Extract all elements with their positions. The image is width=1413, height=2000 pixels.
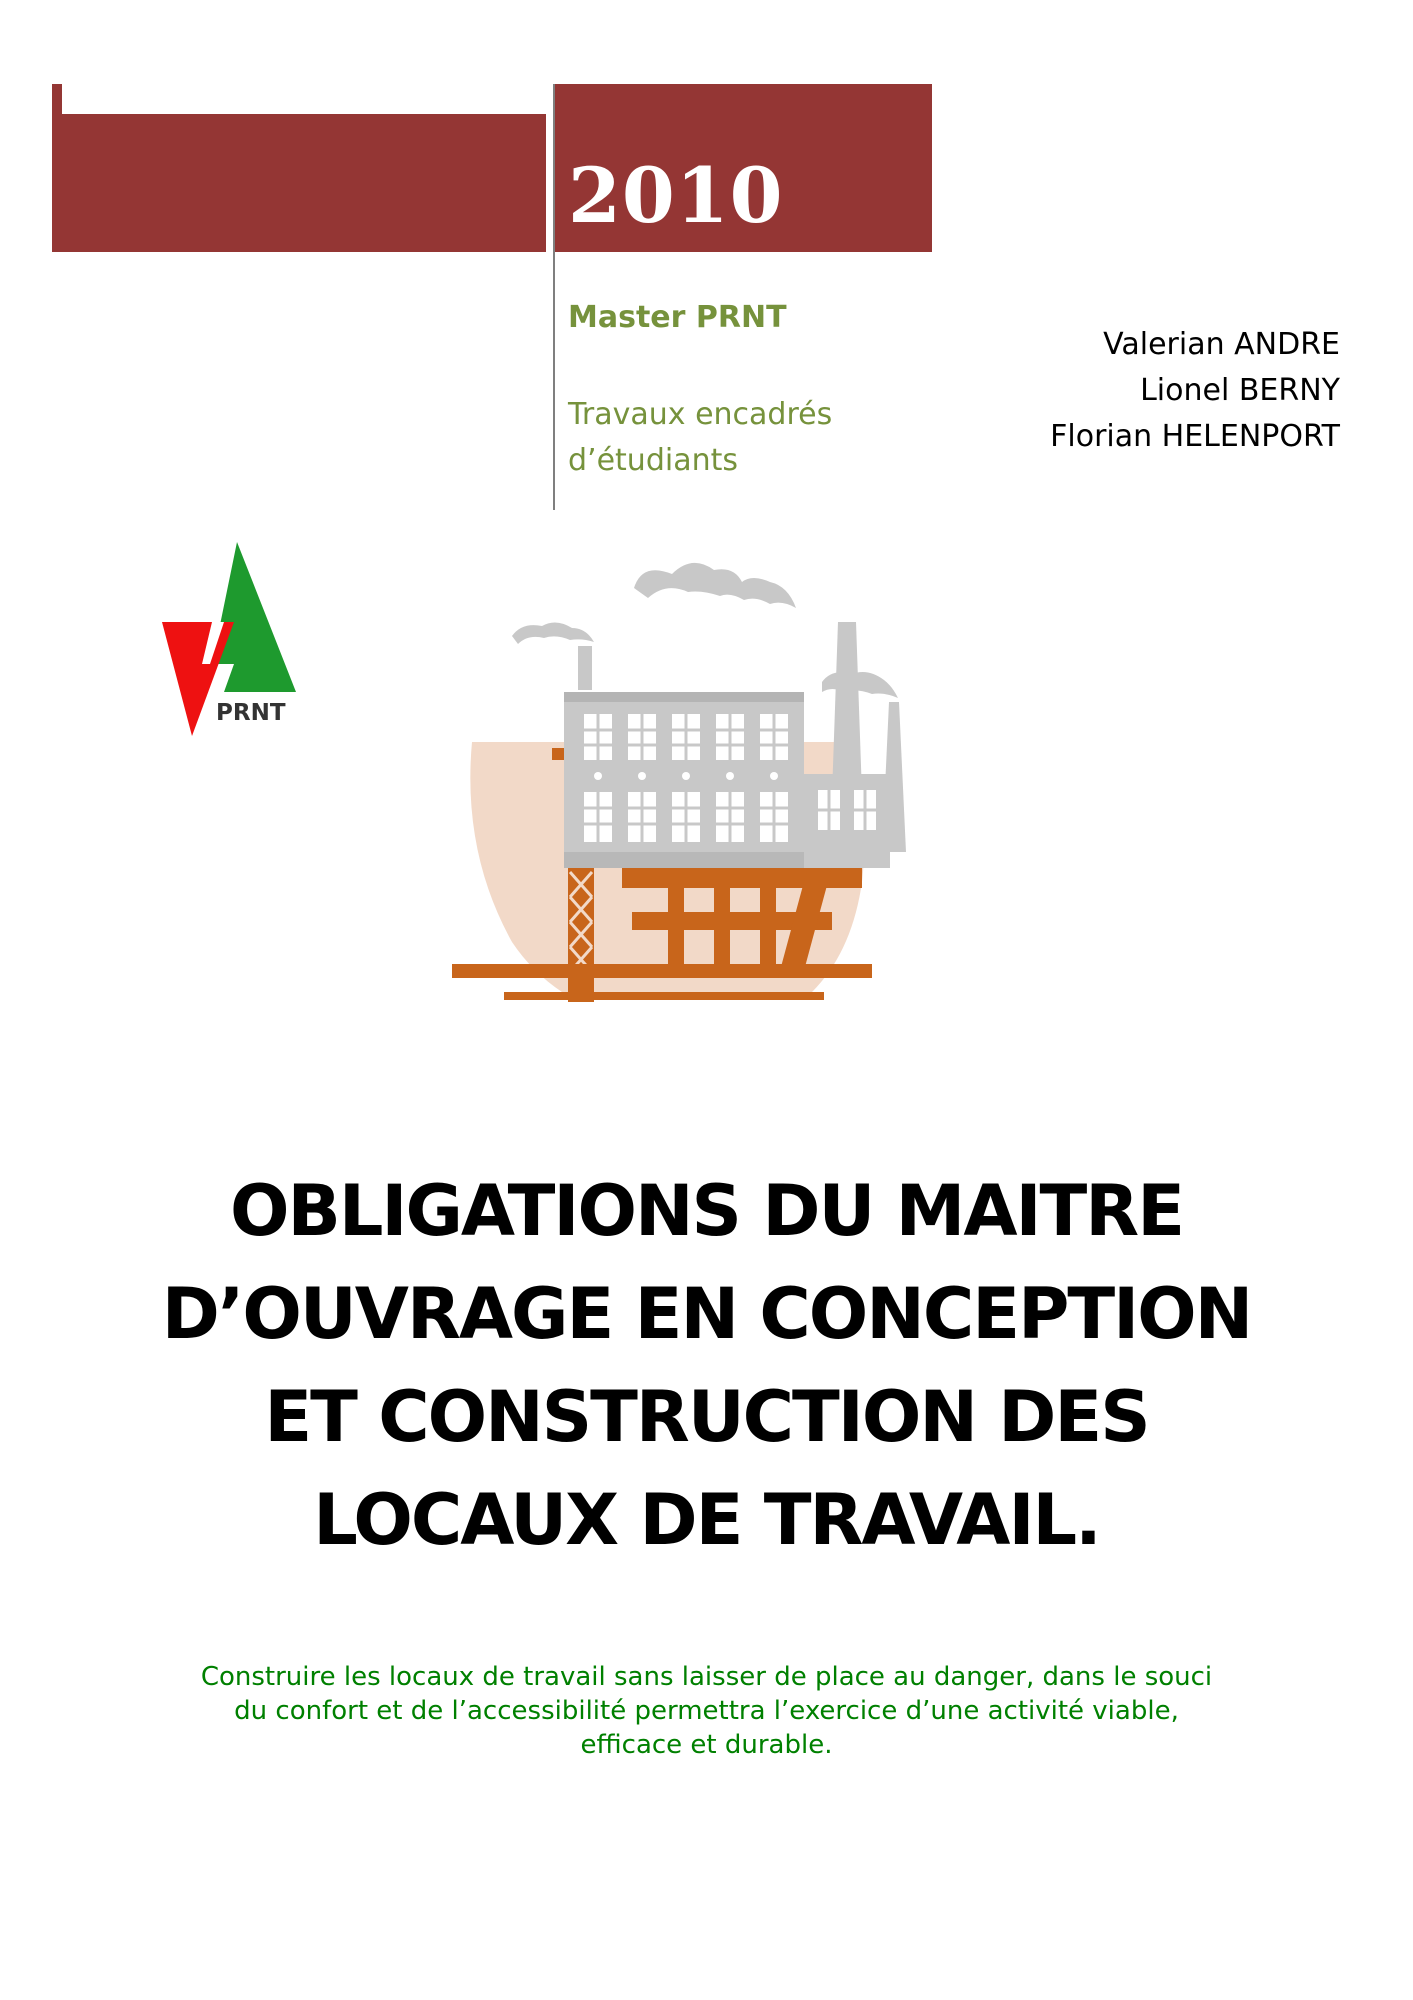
subtitle-line: efficace et durable.: [580, 1730, 833, 1760]
title-line: OBLIGATIONS DU MAITRE: [229, 1170, 1184, 1252]
factory-construction-icon: [452, 552, 978, 1012]
title-line: LOCAUX DE TRAVAIL.: [313, 1479, 1100, 1561]
subtitle-line: du confort et de l’accessibilité permettra l’exercice d’une activité viable,: [234, 1696, 1179, 1726]
document-type: [568, 392, 908, 484]
author-name: Lionel BERNY: [1140, 373, 1340, 408]
authors-list: [1050, 322, 1340, 460]
program-label: Master PRNT: [568, 300, 787, 335]
document-type-line-2: d’étudiants: [568, 443, 738, 478]
author-name: Florian HELENPORT: [1050, 419, 1340, 454]
header-band-cutout: [62, 84, 546, 114]
year-label: 2010: [568, 151, 784, 240]
logo-text: PRNT: [216, 700, 286, 726]
title-line: D’OUVRAGE EN CONCEPTION: [161, 1273, 1252, 1355]
document-title: [100, 1160, 1313, 1572]
author-name: Valerian ANDRE: [1103, 327, 1340, 362]
title-line: ET CONSTRUCTION DES: [264, 1376, 1149, 1458]
document-subtitle: [120, 1660, 1293, 1762]
subtitle-line: Construire les locaux de travail sans laisser de place au danger, dans le souci: [200, 1662, 1213, 1692]
document-type-line-1: Travaux encadrés: [568, 397, 833, 432]
vertical-divider: [553, 84, 555, 510]
